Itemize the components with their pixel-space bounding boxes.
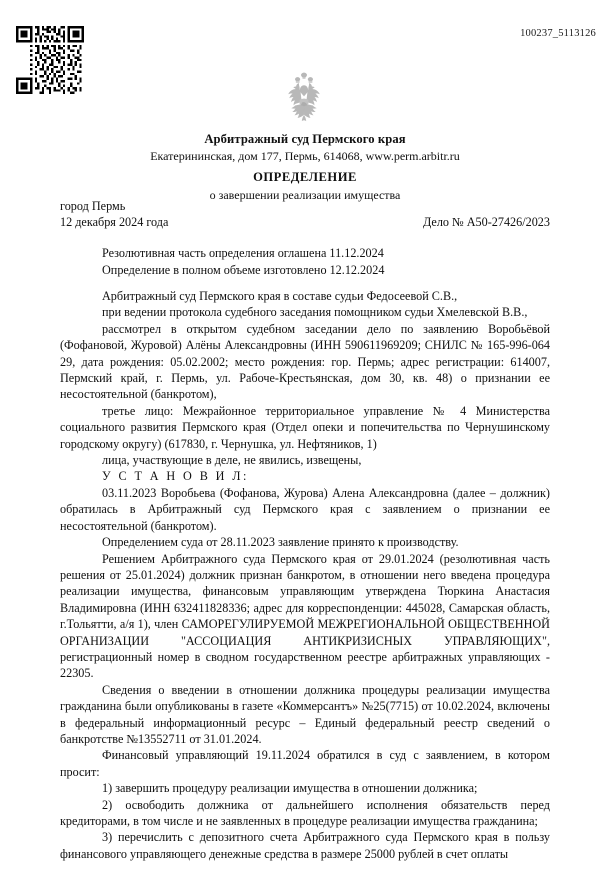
paragraph-accepted: Определением суда от 28.11.2023 заявление принято к производству.: [102, 535, 459, 550]
full-text-made-line: Определение в полном объеме изготовлено 12.12.2024: [102, 262, 385, 277]
paragraph-protocol: при ведении протокола судебного заседания помощником судьи Хмелевской В.В.,: [102, 305, 528, 320]
date-and-case-row: [60, 214, 550, 230]
request-item-3: 3) перечислить с депозитного счета Арбитражного суда Пермского края в пользу финансового управляющего денежные средства в размере 25000 рублей в счет оплаты: [60, 830, 550, 861]
paragraph-publication: Сведения о введении в отношении должника процедуры реализации имущества гражданина были опубликованы в газете «Коммерсантъ» №25(7715) от 10.02.2024, включены в федеральный информационный ресурс – Единый федеральный реестр сведений о банкротстве №13552711 от 31.01.2024.: [60, 682, 550, 746]
resolution-announced-line: Резолютивная часть определения оглашена 11.12.2024: [102, 246, 384, 260]
request-item-2: 2) освободить должника от дальнейшего исполнения обязательств перед кредиторами, в том числе и не заявленных в процедуре реализации имущества гражданина;: [60, 797, 550, 828]
court-address: Екатерининская, дом 177, Пермь, 614068, www.perm.arbitr.ru: [150, 148, 460, 163]
paragraph-composition: Арбитражный суд Пермского края в составе судьи Федосеевой С.В.,: [102, 289, 458, 303]
document-type-title: ОПРЕДЕЛЕНИЕ: [253, 170, 357, 185]
announcement-block: [60, 245, 550, 279]
paragraph-decision: Решением Арбитражного суда Пермского края от 29.01.2024 (резолютивная часть решения от 25.01.2024) должник признан банкротом, в отношении него введена процедура реализации имущества, финансовым управляющим утверждена Тюркина Анастасия Владимировна (ИНН 632411828336; адрес для корреспонденции: 445028, Самарская область, г.Тольятти, а/я 1), член САМОРЕГУЛИРУЕМОЙ МЕЖРЕГИОНАЛЬНОЙ ОБЩЕСТВЕННОЙ ОРГАНИЗАЦИИ "АССОЦИАЦИЯ АНТИКРИЗИСНЫХ УПРАВЛЯЮЩИХ", регистрационный номер в сводном государственном реестре арбитражных управляющих - 22305.: [60, 551, 550, 681]
paragraph-petition: 03.11.2023 Воробьева (Фофанова, Журова) Алена Александровна (далее – должник) обратилась в Арбитражный суд Пермского края с заявлением о признании ее несостоятельной (банкротом).: [60, 485, 550, 533]
court-name: Арбитражный суд Пермского края: [204, 132, 406, 146]
paragraph-third-party: третье лицо: Межрайонное территориальное управление № 4 Министерства социального развития Пермского края (Отдел опеки и попечительства по Чернушинскому городскому округу) (617830, г. Чернушка, ул. Нефтяников, 1): [60, 403, 550, 451]
document-header: [60, 132, 550, 203]
city-label: город Пермь: [60, 199, 126, 213]
document-id: 100237_5113126: [520, 28, 596, 39]
document-subject: о завершении реализации имущества: [209, 188, 401, 203]
case-number: Дело № А50-27426/2023: [422, 215, 550, 230]
document-meta: [60, 198, 550, 230]
paragraph-manager-request: Финансовый управляющий 19.11.2024 обратился в суд с заявлением, в котором просит:: [60, 748, 550, 779]
document-date: 12 декабря 2024 года: [60, 215, 169, 230]
document-body: [60, 288, 550, 862]
ustanovil-heading: У С Т А Н О В И Л:: [102, 469, 249, 484]
qr-code-icon: [16, 26, 84, 94]
document-header-strip: [0, 0, 608, 100]
paragraph-considered: рассмотрел в открытом судебном заседании дело по заявлению Воробьёвой (Фофановой, Журовой) Алёны Александровны (ИНН 590611969209; СНИЛС № 165-996-064 29, дата рождения: 05.02.2002; место рождения: гор. Пермь; адрес регистрации: 614007, Пермский край, г. Пермь, ул. Рабоче-Крестьянская, дом 30, кв. 48) о признании ее несостоятельной (банкротом),: [60, 321, 550, 402]
paragraph-attendance: лица, участвующие в деле, не явились, извещены,: [102, 453, 362, 468]
request-item-1: 1) завершить процедуру реализации имущества в отношении должника;: [102, 781, 478, 796]
